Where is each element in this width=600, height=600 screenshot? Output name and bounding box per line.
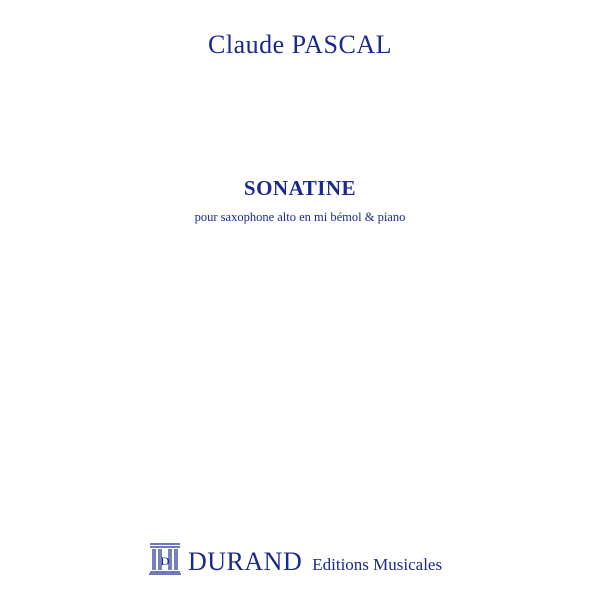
svg-text:D: D (160, 554, 170, 568)
publisher-imprint (148, 535, 442, 575)
publisher-name: DURAND (188, 547, 303, 576)
composer-name: Claude PASCAL (208, 30, 392, 59)
work-subtitle: pour saxophone alto en mi bémol & piano (194, 210, 406, 224)
temple-columns-icon (148, 541, 182, 575)
work-title: SONATINE (243, 176, 357, 200)
publisher-tagline: Editions Musicales (312, 555, 443, 574)
